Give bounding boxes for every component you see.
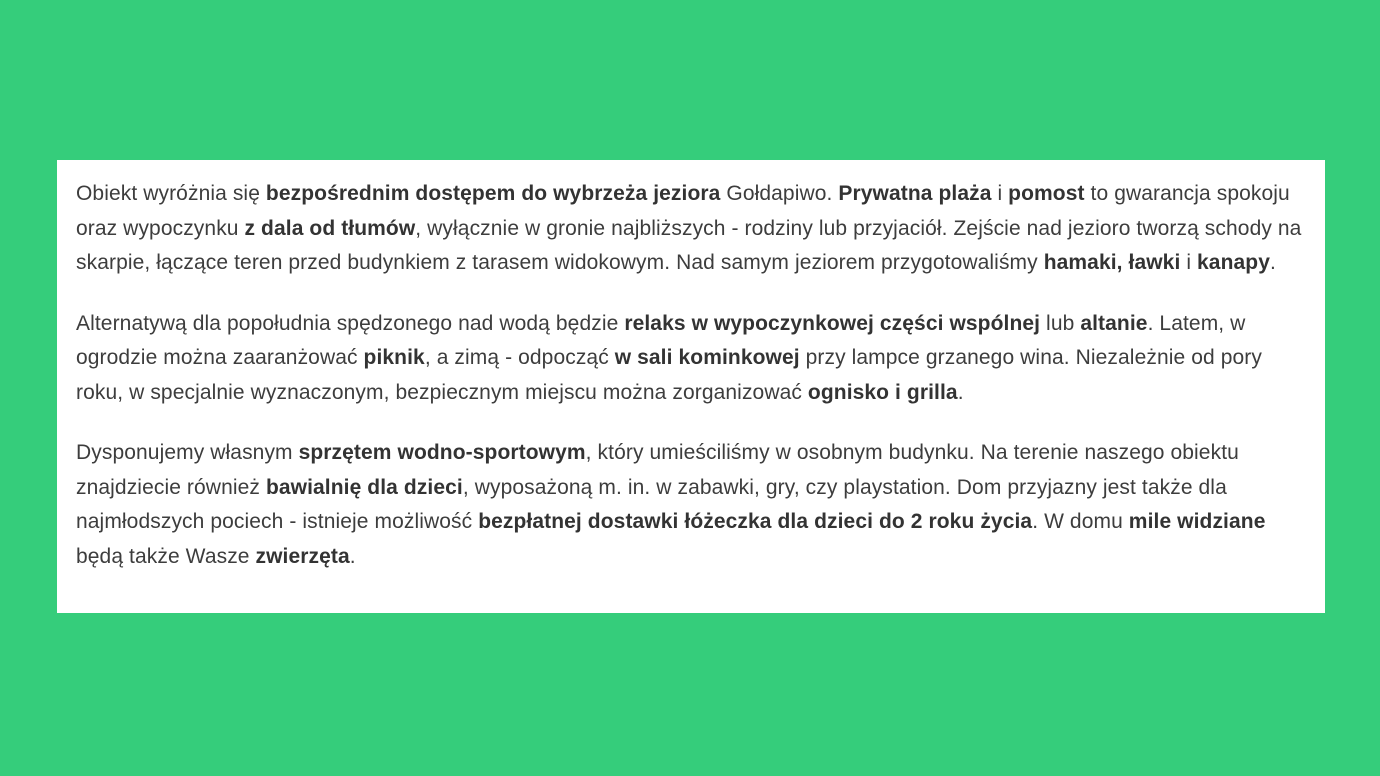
bold-text-run: bawialnię dla dzieci bbox=[265, 475, 463, 499]
text-run: Alternatywą dla popołudnia spędzonego nad wodą będzie bbox=[76, 311, 625, 335]
bold-text-run: hamaki, ławki bbox=[1043, 251, 1181, 274]
text-run: , który umieściliśmy w osobnym budynku. Na terenie naszego obiektu znajdziecie również bbox=[76, 441, 1239, 499]
text-run: , wyposażoną m. in. w zabawki, gry, czy playstation. Dom przyjazny jest także dla najmłodszych pociech - istnieje możliwość bbox=[76, 475, 1227, 533]
bold-text-run: bezpłatnej dostawki łóżeczka dla dzieci do 2 roku życia bbox=[478, 510, 1033, 533]
bold-text-run: zwierzęta bbox=[255, 544, 350, 568]
bold-text-run: mile widziane bbox=[1128, 510, 1266, 533]
property-description-text bbox=[76, 177, 1303, 574]
description-paragraph bbox=[76, 436, 1303, 574]
text-run: to gwarancja spokoju oraz wypoczynku bbox=[76, 182, 1290, 240]
text-run: i bbox=[991, 182, 1009, 205]
text-run: . bbox=[349, 544, 356, 568]
text-run: . W domu bbox=[1032, 510, 1129, 533]
text-run: . bbox=[957, 380, 964, 404]
bold-text-run: sprzętem wodno-sportowym bbox=[298, 441, 586, 464]
text-run: będą także Wasze bbox=[76, 544, 256, 568]
text-run: Gołdapiwo. bbox=[720, 182, 839, 205]
bold-text-run: Prywatna plaża bbox=[838, 182, 992, 205]
text-run: , wyłącznie w gronie najbliższych - rodziny lub przyjaciół. Zejście nad jezioro tworzą schody na skarpie, łączące teren przed budynkiem z tarasem widokowym. Nad samym jeziorem przygotowaliśmy bbox=[76, 216, 1302, 274]
text-run: lub bbox=[1040, 311, 1081, 335]
text-run: Dysponujemy własnym bbox=[76, 441, 299, 464]
text-run: . bbox=[1270, 251, 1276, 274]
bold-text-run: altanie bbox=[1080, 311, 1148, 335]
description-paragraph bbox=[76, 177, 1303, 281]
bold-text-run: kanapy bbox=[1197, 251, 1271, 274]
text-run: . Latem, w ogrodzie można zaaranżować bbox=[76, 311, 1246, 369]
description-paragraph bbox=[76, 307, 1303, 411]
text-run: przy lampce grzanego wina. Niezależnie od pory roku, w specjalnie wyznaczonym, bezpiecznym miejscu można zorganizować bbox=[76, 346, 1262, 404]
bold-text-run: relaks w wypoczynkowej części wspólnej bbox=[624, 311, 1041, 335]
bold-text-run: z dala od tłumów bbox=[244, 216, 416, 240]
bold-text-run: bezpośrednim dostępem do wybrzeża jeziora bbox=[265, 182, 721, 205]
description-card bbox=[57, 160, 1325, 613]
bold-text-run: ognisko i grilla bbox=[807, 380, 958, 404]
bold-text-run: piknik bbox=[363, 346, 425, 369]
text-run: Obiekt wyróżnia się bbox=[76, 182, 266, 205]
bold-text-run: pomost bbox=[1008, 182, 1085, 205]
text-run: i bbox=[1180, 251, 1198, 274]
bold-text-run: w sali kominkowej bbox=[614, 346, 800, 369]
text-run: , a zimą - odpocząć bbox=[424, 346, 615, 369]
